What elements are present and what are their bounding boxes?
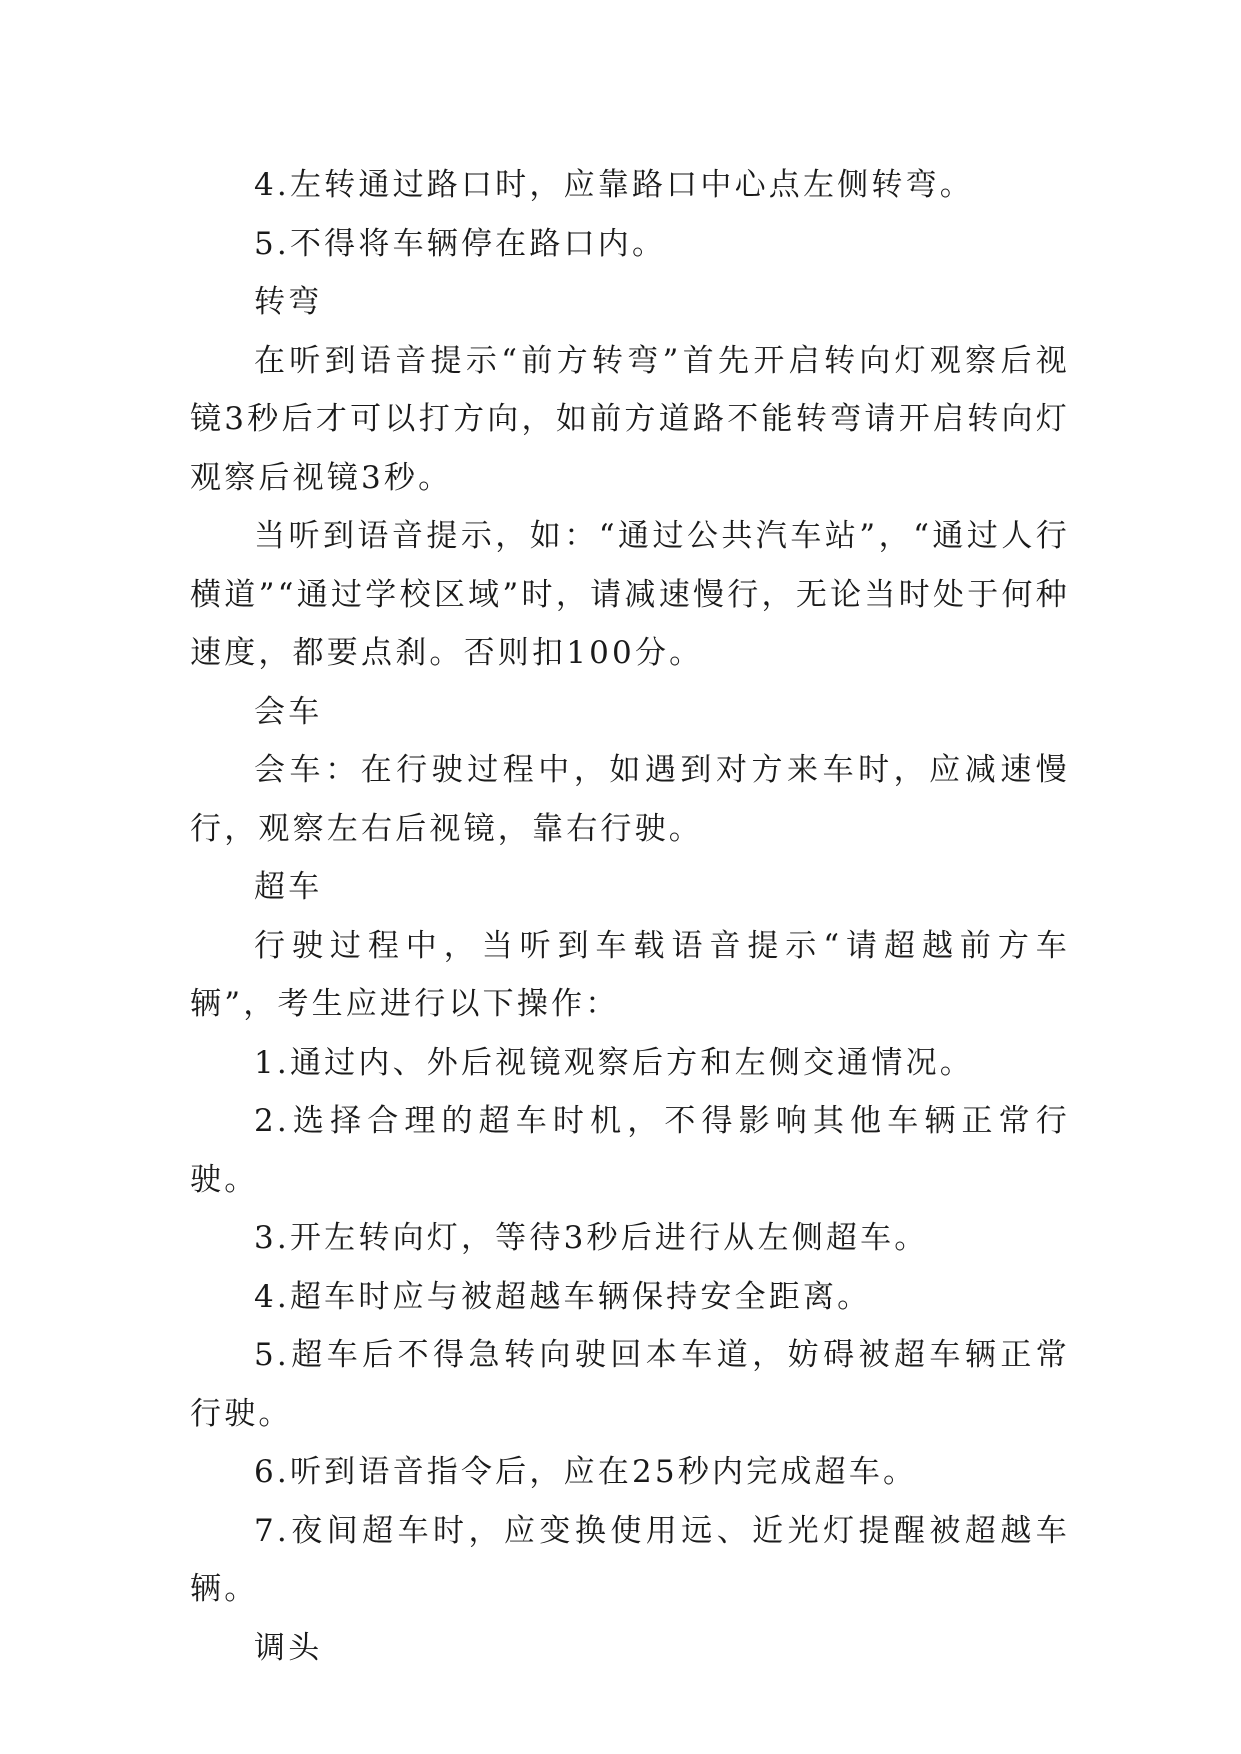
paragraph-slow-down-zones: 当听到语音提示，如：“通过公共汽车站”，“通过人行横道”“通过学校区域”时，请减速慢行，无论当时处于何种速度，都要点刹。否则扣100分。: [190, 518, 1070, 671]
section-heading-u-turn: 调头: [254, 1629, 323, 1666]
list-item-overtaking-7: 7.夜间超车时，应变换使用远、近光灯提醒被超越车辆。: [190, 1512, 1070, 1607]
paragraph-overtaking-intro: 行驶过程中，当听到车载语音提示“请超越前方车辆”，考生应进行以下操作：: [190, 927, 1070, 1022]
section-heading-overtaking: 超车: [254, 869, 323, 905]
list-item-overtaking-3: 3.开左转向灯，等待3秒后进行从左侧超车。: [254, 1220, 929, 1256]
list-item-overtaking-2: 2.选择合理的超车时机，不得影响其他车辆正常行驶。: [190, 1103, 1070, 1198]
list-item-overtaking-4: 4.超车时应与被超越车辆保持安全距离。: [254, 1278, 872, 1315]
paragraph-left-turn-rule: 4.左转通过路口时，应靠路口中心点左侧转弯。: [254, 167, 974, 203]
list-item-overtaking-5: 5.超车后不得急转向驶回本车道，妨碍被超车辆正常行驶。: [190, 1337, 1070, 1432]
section-heading-turning: 转弯: [254, 284, 323, 320]
section-heading-meeting: 会车: [254, 693, 323, 730]
paragraph-no-stopping-rule: 5.不得将车辆停在路口内。: [254, 225, 667, 262]
list-item-overtaking-6: 6.听到语音指令后，应在25秒内完成超车。: [254, 1454, 918, 1490]
document-body: [190, 156, 1070, 1677]
list-item-overtaking-1: 1.通过内、外后视镜观察后方和左侧交通情况。: [254, 1044, 974, 1081]
paragraph-turning-instructions: 在听到语音提示“前方转弯”首先开启转向灯观察后视镜3秒后才可以打方向，如前方道路不能转弯请开启转向灯观察后视镜3秒。: [190, 342, 1070, 496]
paragraph-meeting-instructions: 会车：在行驶过程中，如遇到对方来车时，应减速慢行，观察左右后视镜，靠右行驶。: [190, 752, 1070, 847]
